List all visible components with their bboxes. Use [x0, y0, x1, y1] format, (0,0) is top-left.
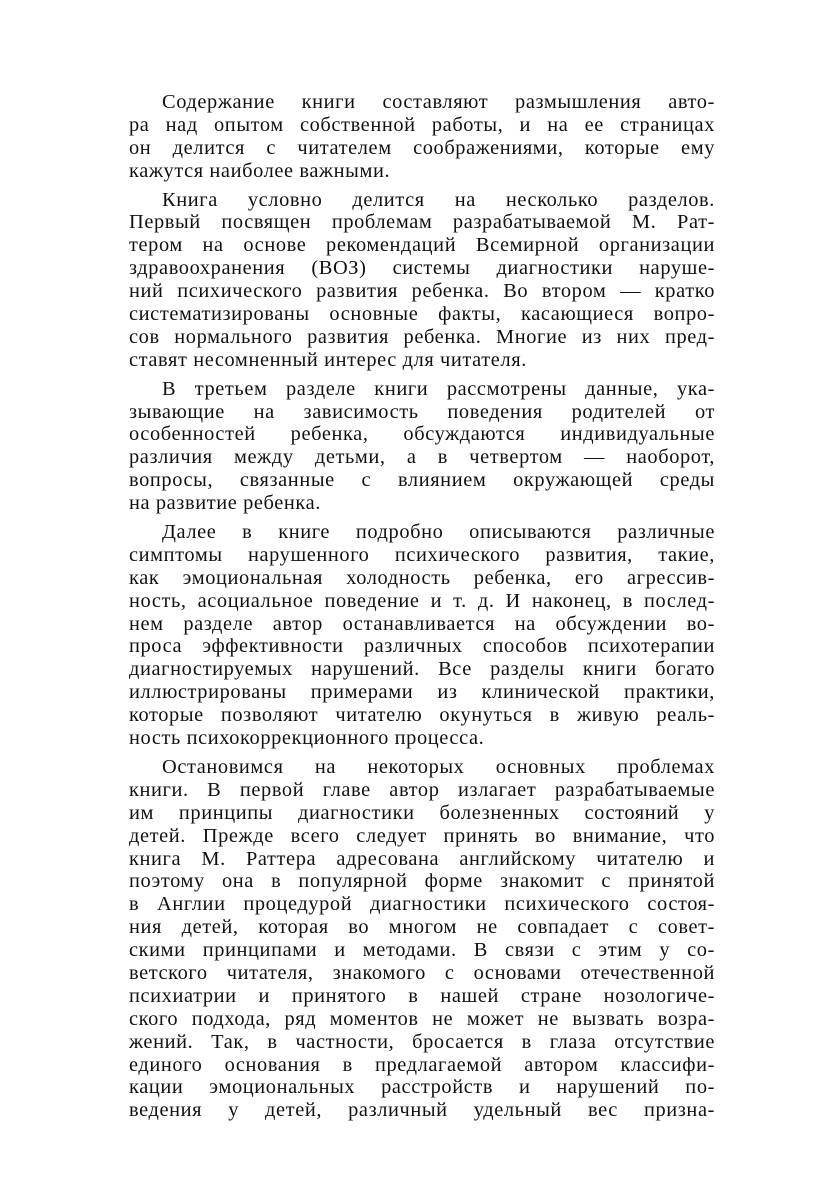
text-line: кажутся наиболее важными.: [129, 159, 391, 182]
text-line: Содержание книги составляют размышления авто-: [162, 91, 715, 113]
text-line: В третьем разделе книги рассмотрены данные, ука-: [162, 377, 715, 400]
paragraph-1: [129, 91, 715, 183]
text-line: ра над опытом собственной работы, и на ее страницах: [129, 113, 715, 136]
text-line: ветского читателя, знакомого с основами отечественной: [129, 961, 715, 984]
text-line: как эмоциональная холодность ребенка, его агрессив-: [129, 566, 715, 589]
text-line: ния детей, которая во многом не совпадает с совет-: [129, 916, 715, 939]
text-line: он делится с читателем соображениями, которые ему: [129, 136, 715, 159]
text-line: различия между детьми, а в четвертом — наоборот,: [129, 446, 715, 469]
paragraph-2: [129, 189, 715, 372]
text-line: здравоохранения (ВОЗ) системы диагностики наруше-: [129, 257, 715, 280]
text-line: особенностей ребенка, обсуждаются индивидуальные: [129, 423, 715, 446]
text-line: сов нормального развития ребенка. Многие из них пред-: [129, 325, 715, 348]
text-line: проса эффективности различных способов психотерапии: [129, 635, 715, 658]
text-line: жений. Так, в частности, бросается в глаза отсутствие: [129, 1030, 715, 1053]
text-line: нем разделе автор останавливается на обсуждении во-: [129, 612, 715, 635]
text-line: ставят несомненный интерес для читателя.: [129, 348, 527, 371]
text-line: которые позволяют читателю окунуться в живую реаль-: [129, 704, 715, 727]
text-line: Остановимся на некоторых основных проблемах: [162, 755, 715, 778]
text-line: книга М. Раттера адресована английскому читателю и: [129, 847, 715, 870]
text-line: единого основания в предлагаемой автором классифи-: [129, 1053, 715, 1076]
paragraph-4: [129, 521, 715, 750]
text-line: Книга условно делится на несколько разделов.: [162, 188, 715, 211]
text-line: им принципы диагностики болезненных состояний у: [129, 801, 715, 824]
text-line: иллюстрированы примерами из клинической практики,: [129, 681, 715, 704]
text-line: скими принципами и методами. В связи с этим у со-: [129, 939, 715, 962]
text-line: ность, асоциальное поведение и т. д. И наконец, в послед-: [129, 589, 715, 612]
text-line: вопросы, связанные с влиянием окружающей среды: [129, 469, 715, 492]
text-line: психиатрии и принятого в нашей стране нозологиче-: [129, 984, 715, 1007]
text-line: зывающие на зависимость поведения родителей от: [129, 400, 715, 423]
text-line: ность психокоррекционного процесса.: [129, 727, 485, 750]
text-line: кации эмоциональных расстройств и нарушений по-: [129, 1076, 715, 1099]
text-line: на развитие ребенка.: [129, 492, 321, 515]
text-line: в Англии процедурой диагностики психического состоя-: [129, 893, 715, 916]
text-line: ведения у детей, различный удельный вес призна-: [129, 1099, 715, 1122]
text-line: тером на основе рекомендаций Всемирной организации: [129, 234, 715, 257]
text-line: ского подхода, ряд моментов не может не вызвать возра-: [129, 1007, 715, 1030]
text-line: поэтому она в популярной форме знакомит с принятой: [129, 870, 715, 893]
text-line: симптомы нарушенного психического развития, такие,: [129, 543, 715, 566]
body-text: [129, 91, 715, 1128]
text-line: ний психического развития ребенка. Во втором — кратко: [129, 280, 715, 303]
text-line: Далее в книге подробно описываются различные: [162, 521, 715, 544]
paragraph-5: [129, 756, 715, 1122]
text-line: систематизированы основные факты, касающиеся вопро-: [129, 303, 715, 326]
text-line: книги. В первой главе автор излагает разрабатываемые: [129, 778, 715, 801]
paragraph-3: [129, 378, 715, 515]
text-line: Первый посвящен проблемам разрабатываемой М. Рат-: [129, 211, 715, 234]
text-line: диагностируемых нарушений. Все разделы книги богато: [129, 658, 715, 681]
text-line: детей. Прежде всего следует принять во внимание, что: [129, 824, 715, 847]
